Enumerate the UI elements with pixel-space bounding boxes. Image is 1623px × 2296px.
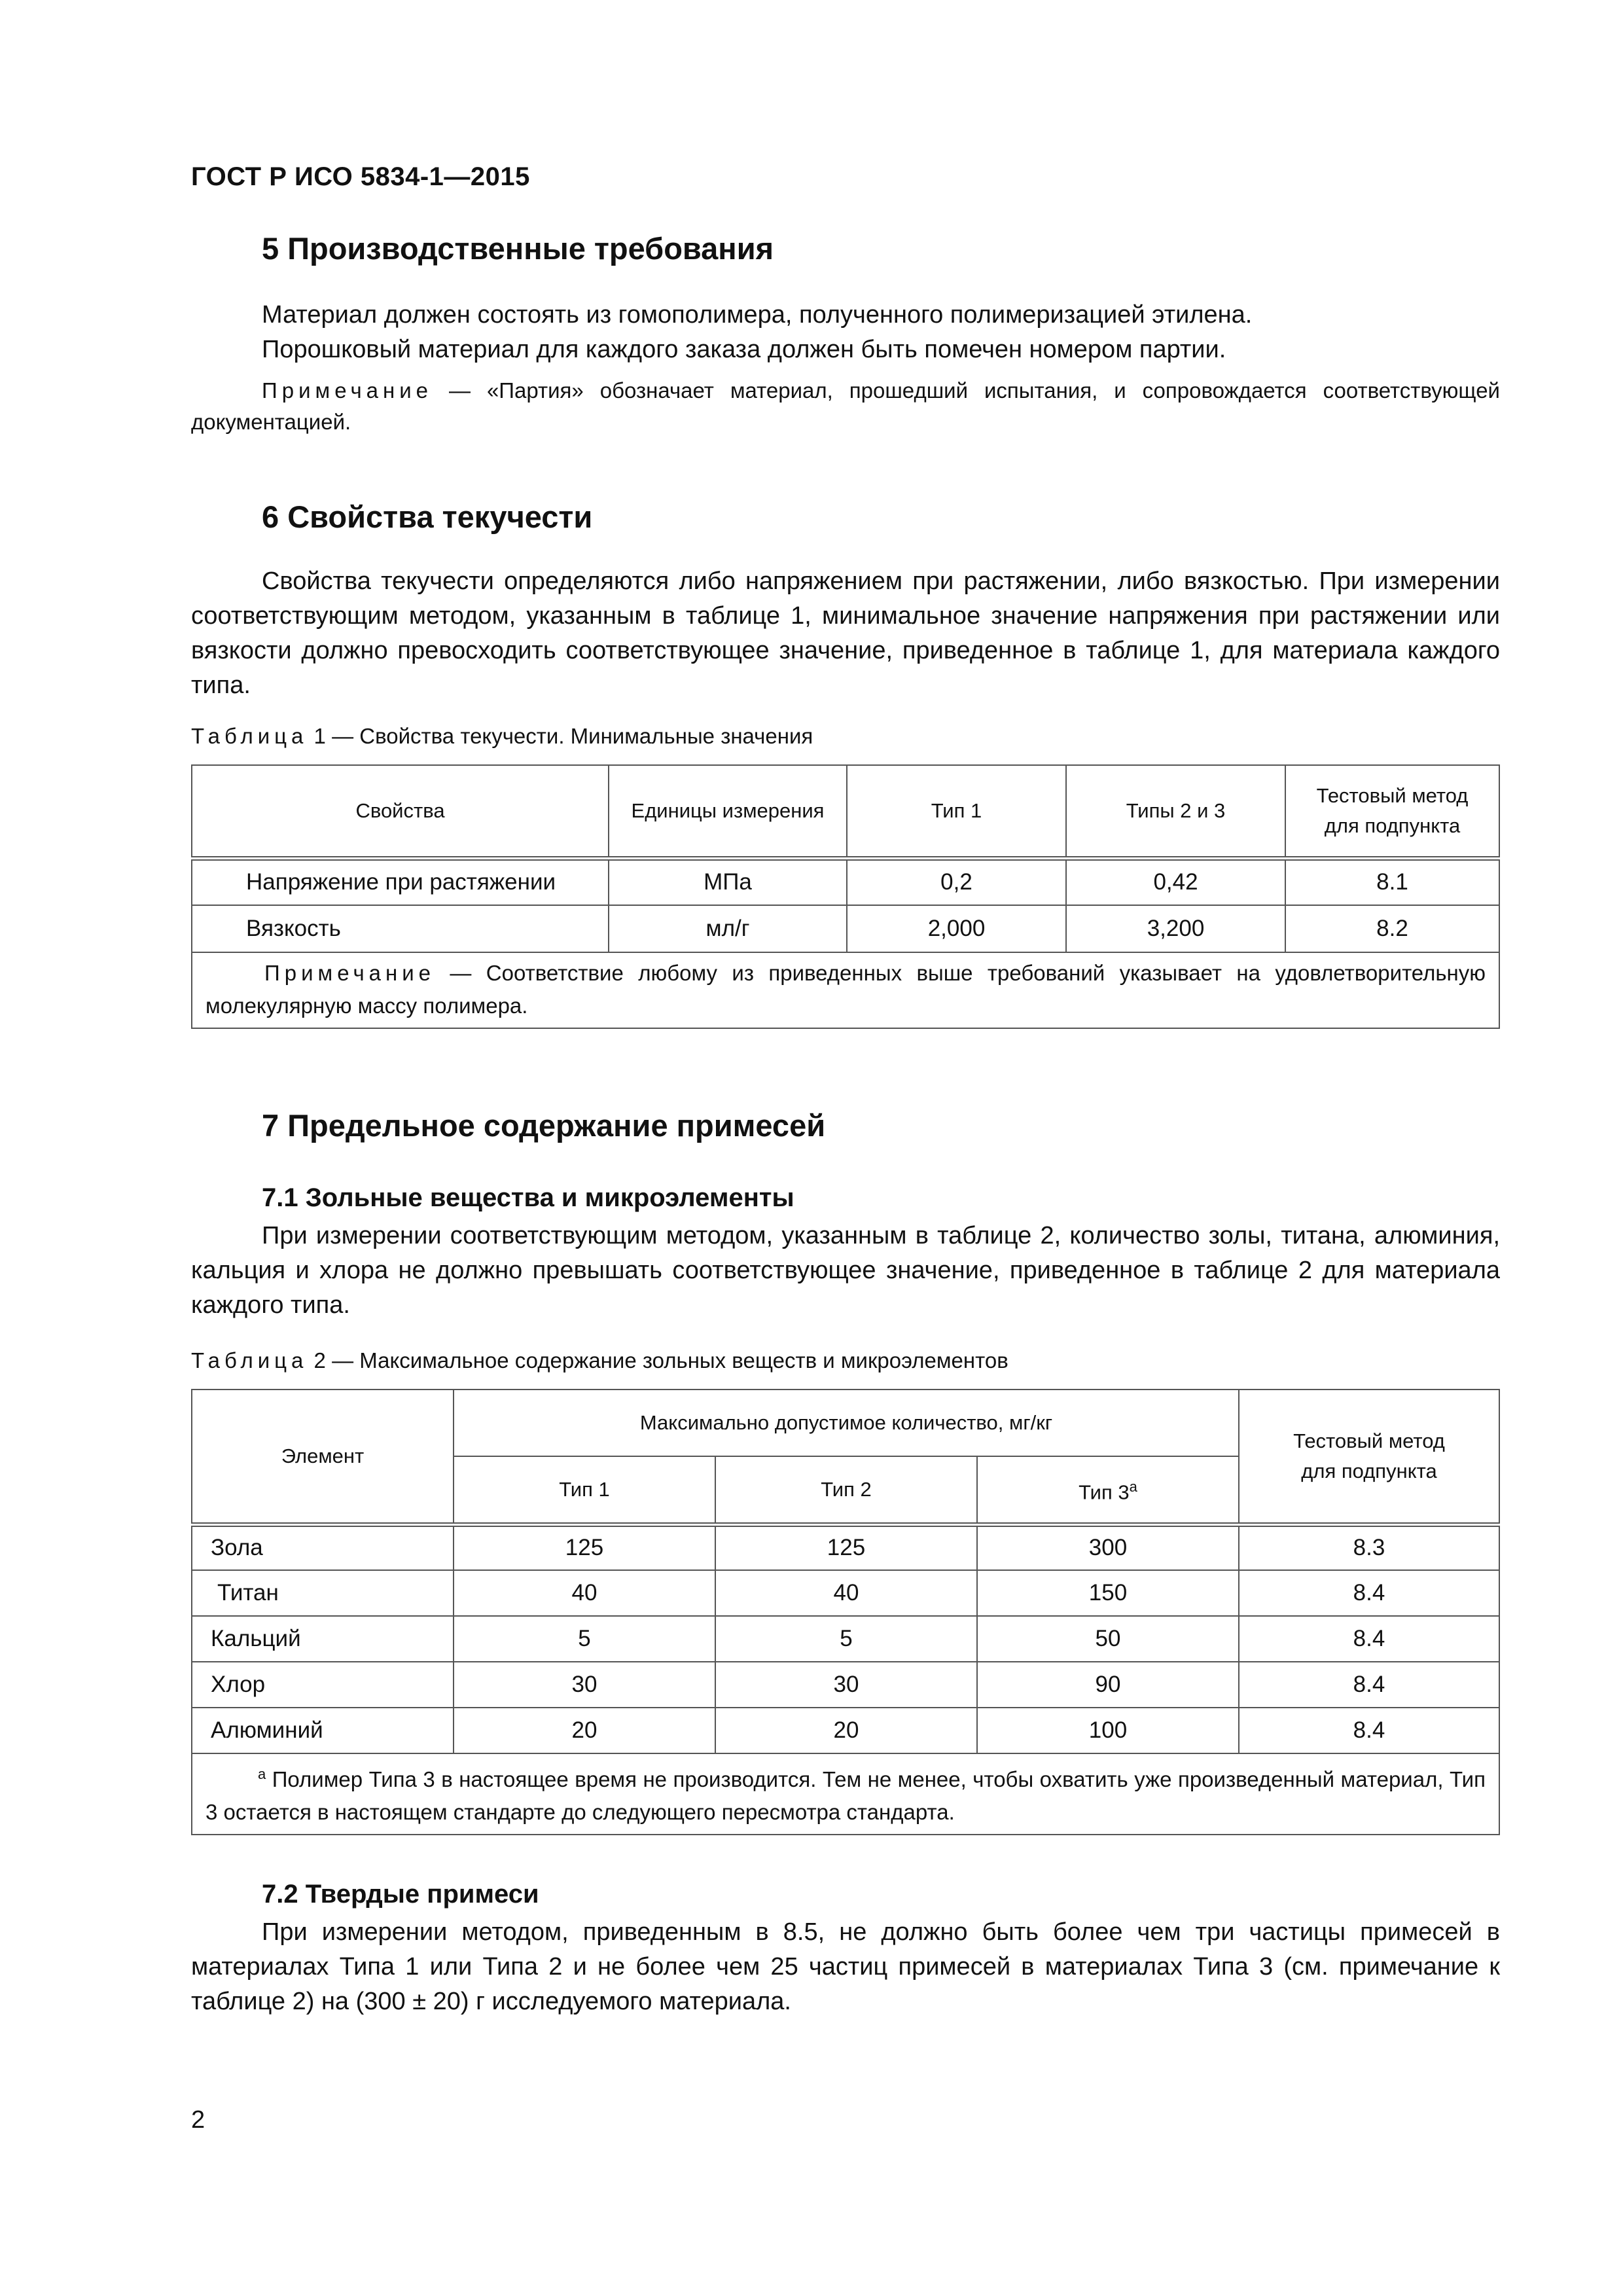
table-row: Кальций 5 5 50 8.4 <box>192 1616 1499 1662</box>
table-row: Титан 40 40 150 8.4 <box>192 1570 1499 1616</box>
section-5-note <box>191 375 1500 438</box>
table-1-header: Свойства <box>192 765 609 858</box>
table-2-header-method: Тестовый метод для подпункта <box>1239 1390 1499 1524</box>
section-6-paragraph: Свойства текучести определяются либо напряжением при растяжении, либо вязкостью. При измерении соответствующим методом, указанным в таблице 1, минимальное значение напряжения при растяжении или вязкости должно превосходить соответствующее значение, приведенное в таблице 1, для материала каждого типа. <box>191 567 1500 699</box>
table-2-header-element: Элемент <box>192 1390 454 1524</box>
footnote-mark: a <box>1129 1478 1137 1495</box>
section-5-line-2: Порошковый материал для каждого заказа должен быть помечен номером партии. <box>262 336 1226 363</box>
table-2-header-group: Максимально допустимое количество, мг/кг <box>454 1390 1239 1456</box>
table-1-note: Примечание — Соответствие любому из приведенных выше требований указывает на удовлетворительную молекулярную массу полимера. <box>192 952 1499 1028</box>
table-row: Вязкость мл/г 2,000 3,200 8.2 <box>192 905 1499 952</box>
section-7-2-paragraph: При измерении методом, приведенным в 8.5, не должно быть более чем три частицы примесей в материалах Типа 1 или Типа 2 и не более чем 25 частиц примесей в материалах Типа 3 (см. примечание к таблице 2) на (300 ± 20) г исследуемого материала. <box>191 1918 1500 2015</box>
table-row: Напряжение при растяжении МПа 0,2 0,42 8.1 <box>192 858 1499 905</box>
section-5-title: 5 Производственные требования <box>262 231 774 266</box>
table-1-header: Единицы измерения <box>609 765 847 858</box>
table-1-header: Тестовый метод для подпункта <box>1285 765 1499 858</box>
document-header: ГОСТ Р ИСО 5834-1—2015 <box>191 162 530 191</box>
note-text: — «Партия» обозначает материал, прошедший испытания, и сопровождается соответствующей документацией. <box>191 378 1500 434</box>
table-row: Зола 125 125 300 8.3 <box>192 1524 1499 1570</box>
table-2-subheader: Тип 3$^a$ <box>977 1456 1239 1524</box>
section-7-title: 7 Предельное содержание примесей <box>262 1108 826 1143</box>
section-6-title: 6 Свойства текучести <box>262 499 593 534</box>
table-1-header: Типы 2 и 3 <box>1066 765 1285 858</box>
table-2-subheader: Тип 1 <box>454 1456 715 1524</box>
table-row: Хлор 30 30 90 8.4 <box>192 1662 1499 1708</box>
section-7-2-title: 7.2 Твердые примеси <box>262 1880 539 1909</box>
note-label: Примечание <box>262 378 433 403</box>
table-1-header: Тип 1 <box>847 765 1066 858</box>
table-2-footnote: $^a$ Полимер Типа 3 в настоящее время не производится. Тем не менее, чтобы охватить уже произведенный материал, Тип 3 остается в настоящем стандарте до следующего пересмотра стандарта. <box>192 1753 1499 1835</box>
section-5-line-1: Материал должен состоять из гомополимера, полученного полимеризацией этилена. <box>262 301 1253 329</box>
table-2 <box>191 1389 1500 1835</box>
table-1-caption: Таблица 1 — Свойства текучести. Минимальные значения <box>191 724 813 748</box>
section-7-1-title: 7.1 Зольные вещества и микроэлементы <box>262 1183 794 1212</box>
table-2-caption: Таблица 2 — Максимальное содержание зольных веществ и микроэлементов <box>191 1348 1008 1372</box>
section-7-1-paragraph: При измерении соответствующим методом, указанным в таблице 2, количество золы, титана, алюминия, кальция и хлора не должно превышать соответствующее значение, приведенное в таблице 2 для материала каждого типа. <box>191 1222 1500 1319</box>
table-1 <box>191 764 1500 1029</box>
table-2-subheader: Тип 2 <box>715 1456 977 1524</box>
table-row: Алюминий 20 20 100 8.4 <box>192 1708 1499 1753</box>
page-number: 2 <box>191 2106 205 2134</box>
